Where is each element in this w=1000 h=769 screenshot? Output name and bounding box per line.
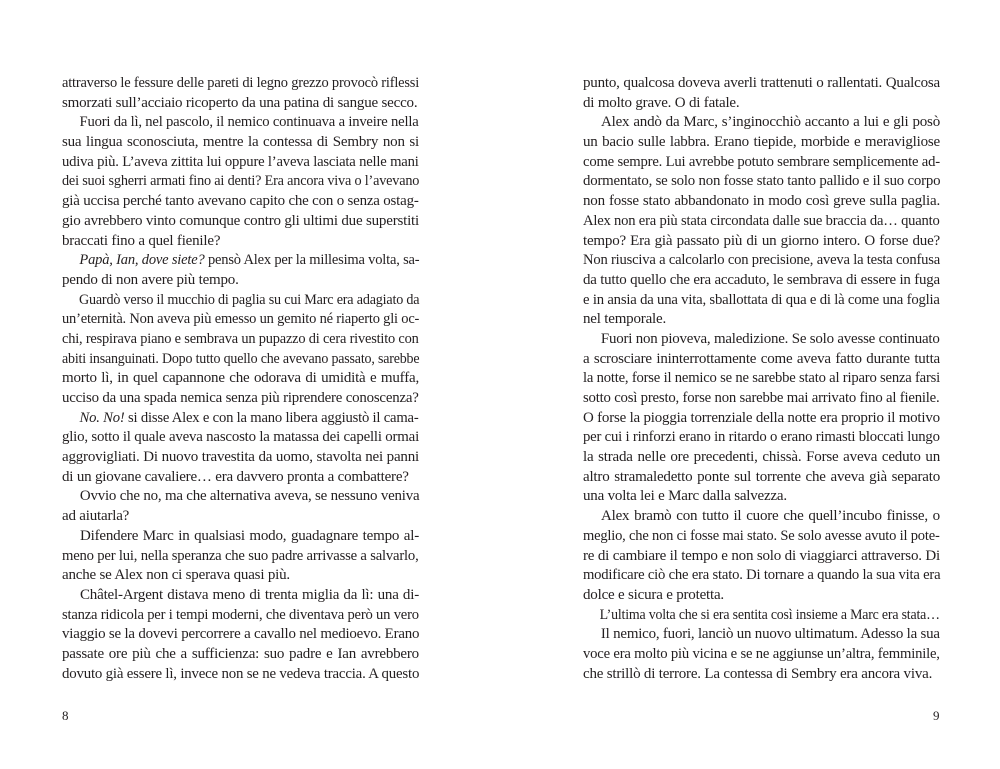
text-line [62,665,419,685]
text-line [62,350,419,370]
line-text: Alex andò da Marc, s’inginocchiò accanto a lui e gli posò [601,114,940,131]
line-text: Châtel-Argent distava meno di trenta miglia da lì: una di- [80,586,419,603]
line-text: non fosse stato abbandonato in modo così greve sulla paglia. [583,193,940,210]
text-line [583,74,940,94]
page-number: 8 [62,708,69,723]
line-text: di un giovane cavaliere… era davvero pronta a combattere? [62,468,409,485]
line-text: la strada nelle ore precedenti, chissà. Forse aveva ceduto un [583,449,940,466]
text-line [62,625,419,645]
line-text: Il nemico, fuori, lanciò un nuovo ultimatum. Adesso la sua [600,626,940,643]
line-text: dovuto già essere lì, invece non se ne vedeva traccia. A questo [62,665,420,682]
line-text: L’ultima volta che si era sentita così insieme a Marc era stata… [599,606,940,623]
page-number: 9 [933,708,940,723]
line-text: da tutto quello che era accaduto, le sembrava di essere in fuga [583,271,940,288]
line-text: Ovvio che no, ma che alternativa aveva, se nessuno veniva [79,488,420,505]
line-text: ad aiutarla? [62,508,130,525]
text-line [583,625,940,645]
line-text: O forse la pioggia torrenziale della notte era proprio il motivo [583,409,940,426]
text-line [583,172,940,192]
paragraph [583,625,940,684]
text-line [62,74,419,94]
line-text: come sempre. Lui avrebbe potuto sembrare semplicemente ad- [583,153,940,170]
text-line [62,192,419,212]
text-line [62,645,419,665]
text-line [583,212,940,232]
line-text: glio, sotto il quale aveva nascosto la matassa dei capelli ormai [62,429,420,446]
text-line [583,547,940,567]
line-text: re di cambiare il tempo e non solo di viaggiarci attraverso. Di [583,547,940,564]
text-line [583,665,940,685]
text-line [62,153,419,173]
paragraph [583,113,940,330]
paragraph [62,74,419,113]
text-line [583,232,940,252]
text-line [583,113,940,133]
line-text: Fuori da lì, nel pascolo, il nemico continuava a inveire nella [79,114,419,131]
paragraph [583,507,940,605]
text-line [62,389,419,409]
line-text: ucciso da una spada nemica senza più riprendere conoscenza? [62,390,419,406]
line-text: smorzati sull’acciaio ricoperto da una patina di sangue secco. [62,94,418,111]
line-text: si disse Alex e con la mano libera aggiustò il cama- [124,409,419,426]
line-text: un’eternità. Non aveva più emesso un gemito né riaperto gli oc- [62,311,420,328]
line-text: a scrosciare ininterrottamente come aveva fatto durante tutta [583,350,940,367]
text-line [62,330,419,350]
line-text: aggrovigliati. Di nuovo travestita da uomo, stavolta nei panni [62,449,419,466]
text-line [583,369,940,389]
text-line [62,487,419,507]
text-line [583,448,940,468]
paragraph [583,606,940,626]
line-text: Alex non era più stata circondata dalle sue braccia da… quanto [583,212,940,229]
paragraph [583,74,940,113]
text-line [62,212,419,232]
text-line [62,606,419,626]
text-line [583,192,940,212]
line-text: sua lingua sconosciuta, mentre la contessa di Sembry non si [62,134,419,151]
line-text: e in ansia da una vita, sballottata di qua e di là come una foglia [583,291,940,308]
paragraph [583,330,940,507]
text-line [583,271,940,291]
text-line [583,389,940,409]
line-text: per cui i rinforzi erano in ritardo o erano rimasti bloccati lungo [583,429,940,446]
text-line [62,507,419,527]
text-line [62,566,419,586]
text-line [583,94,940,114]
text-line [583,291,940,311]
line-text: tempo? Era già passato più di un giorno intero. O forse due? [583,232,940,249]
paragraph [62,527,419,586]
right-page [500,0,1000,769]
text-line [62,428,419,448]
line-text: meno per lui, nella speranza che suo padre arrivasse a salvarlo, [62,547,419,564]
text-line [62,586,419,606]
text-line [583,153,940,173]
line-text: punto, qualcosa doveva averli trattenuti o rallentati. Qualcosa [583,75,940,91]
text-line [583,566,940,586]
text-line [583,586,940,606]
text-line [62,271,419,291]
text-line [583,409,940,429]
line-text: passate ore più che a sufficienza: suo padre e Ian avrebbero [62,645,419,662]
text-line [62,232,419,252]
line-text: già uccisa perché tanto avevano capito che con o senza ostag- [62,193,419,210]
text-line [62,547,419,567]
line-text: dei suoi sgherri armati fino ai denti? Era ancora viva o l’avevano [62,173,420,190]
line-text: gio avrebbero vinto comunque contro gli ultimi due superstiti [62,212,419,229]
text-line [583,330,940,350]
text-line [583,487,940,507]
text-line [583,251,940,271]
text-line [62,172,419,192]
line-text: attraverso le fessure delle pareti di legno grezzo provocò riflessi [62,75,420,91]
line-text: pendo di non avere più tempo. [62,271,239,288]
line-text: anche se Alex non ci sperava quasi più. [62,567,290,584]
text-line [62,291,419,311]
text-line [62,133,419,153]
text-line [62,409,419,429]
line-text: dormentato, se solo non fosse stato tanto pallido e il suo corpo [583,173,941,190]
paragraph [62,291,419,409]
text-line [583,133,940,153]
paragraph [62,487,419,526]
text-line [62,94,419,114]
italic-thought: Papà, Ian, dove siete? [79,252,205,269]
line-text: udiva più. L’aveva zittita lui oppure l’aveva lasciata nelle mani [62,153,419,170]
text-line [583,468,940,488]
text-line [583,606,940,626]
line-text: dolce e sicura e protetta. [583,586,724,603]
text-line [583,527,940,547]
line-text: pensò Alex per la millesima volta, sa- [204,252,420,269]
line-text: viaggio se la dovevi percorrere a cavallo nel medioevo. Erano [62,626,420,643]
line-text: voce era molto più vicina e se ne aggiunse un’altra, femminile, [583,645,940,662]
line-text: altro stramaledetto ponte sul torrente che aveva già separato [583,468,940,485]
line-text: che strillò di terrore. La contessa di Sembry era ancora viva. [583,665,933,682]
paragraph [62,251,419,290]
line-text: un bacio sulle labbra. Erano tiepide, morbide e meravigliose [583,134,940,151]
text-line [62,468,419,488]
line-text: morto lì, in quel capannone che odorava di umidità e muffa, [62,370,419,387]
paragraph [62,113,419,251]
text-line [62,448,419,468]
line-text: sotto così presto, forse non sarebbe mai arrivato fino al fienile. [583,390,940,406]
line-text: modificare ciò che era stato. Di tornare a quando la sua vita era [583,567,941,584]
left-page-text [62,74,419,684]
line-text: una volta lei e Marc dalla salvezza. [583,488,787,505]
line-text: Difendere Marc in qualsiasi modo, guadagnare tempo al- [80,527,419,544]
line-text: Guardò verso il mucchio di paglia su cui Marc era adagiato da [78,291,420,308]
text-line [583,507,940,527]
line-text: nel temporale. [583,311,666,328]
paragraph [62,409,419,488]
line-text: stanza ridicola per i tempi moderni, che diventava però un vero [62,606,419,623]
right-page-text [583,74,940,684]
line-text: di molto grave. O di fatale. [583,94,740,111]
italic-thought: No. No! [79,409,125,426]
text-line [62,113,419,133]
line-text: Non riusciva a calcolarlo con precisione, aveva la testa confusa [583,252,941,269]
line-text: chi, respirava piano e sembrava un pupazzo di cera rivestito con [62,330,419,347]
text-line [62,369,419,389]
text-line [62,310,419,330]
line-text: Fuori non pioveva, maledizione. Se solo avesse continuato [600,330,940,347]
text-line [583,310,940,330]
text-line [583,428,940,448]
text-line [583,350,940,370]
line-text: abiti insanguinati. Dopo tutto quello che avevano passato, sarebbe [62,350,420,367]
line-text: meglio, che non ci fosse mai stato. Se solo avesse avuto il pote- [583,527,940,544]
paragraph [62,586,419,684]
line-text: la notte, forse il nemico se ne sarebbe stato al riparo senza farsi [583,370,941,387]
line-text: Alex bramò con tutto il cuore che quell’incubo finisse, o [601,508,940,525]
text-line [62,527,419,547]
line-text: braccati fino a quel fienile? [62,232,221,249]
text-line [62,251,419,271]
text-line [583,645,940,665]
